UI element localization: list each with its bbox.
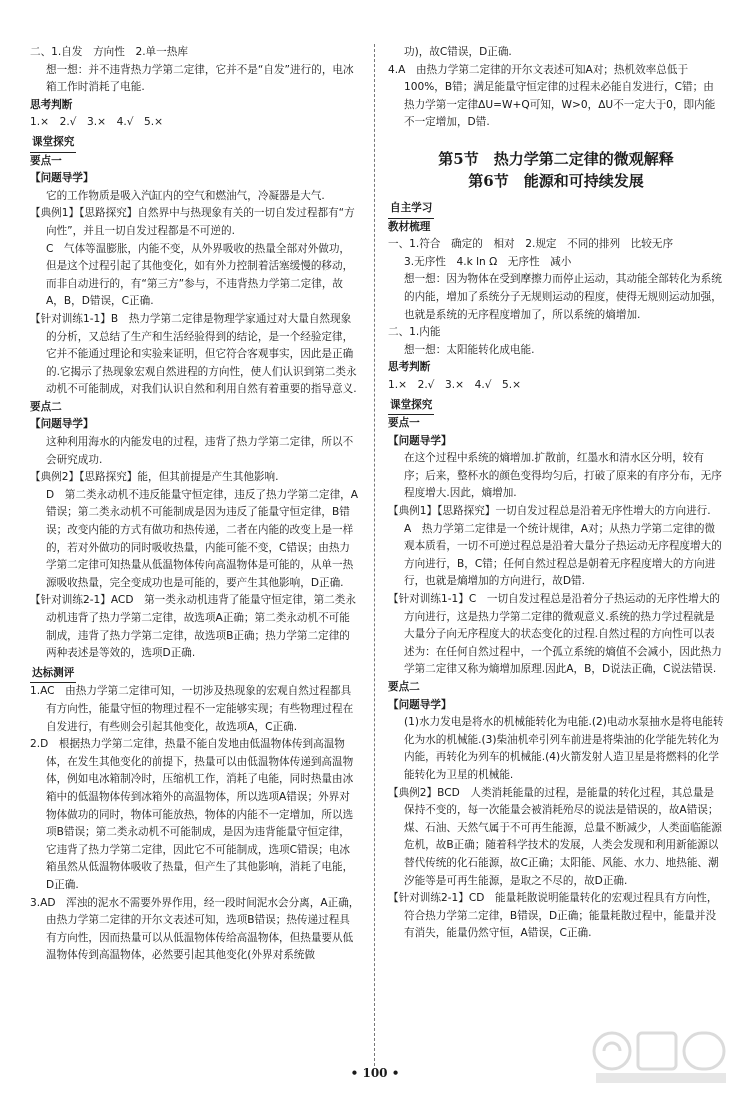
right-paragraph: (1)水力发电是将水的机械能转化为电能.(2)电动水泵抽水是将电能转化为水的机械能.(3)柴油机牵引列车前进是将柴油的化学能先转化为内能，再转化为列车的机械能.(4)火箭发射人造卫星是将燃料的化学能转化为卫星的机械能. xyxy=(404,716,724,781)
left-paragraph: 1.× 2.√ 3.× 4.√ 5.× xyxy=(30,116,164,129)
left-paragraph: 1.AC 由热力学第二定律可知，一切涉及热现象的宏观自然过程都具有方向性，能量守恒的物理过程不一定能够实现；有些物理过程在自发进行，有些则会引起其他变化，故选项A，C正确. xyxy=(30,685,354,733)
right-paragraph: 【典例2】BCD 人类消耗能量的过程，是能量的转化过程，其总量是保持不变的，每一次能量会被消耗殆尽的说法是错误的，故A错误；煤、石油、天然气属于不可再生能源，总量不断减少，人类面临能源危机，故B正确；随着科学技术的发展，人类会发现和利用新能源以替代传统的化石能源，故C正确；太阳能、风能、水力、地热能、潮汐能等是可再生能源，是取之不尽的，故D正确. xyxy=(388,786,722,887)
left-paragraph: 课堂探究 xyxy=(30,134,76,153)
left-paragraph: 【典例2】【思路探究】能，但其前提是产生其他影响. xyxy=(30,471,279,484)
left-paragraph: 【问题导学】 xyxy=(30,172,94,185)
left-paragraph: 【针对训练1-1】B 热力学第二定律是物理学家通过对大量自然现象的分析，又总结了生产和生活经验得到的结论，是一个经验定律，它并不能通过理论和实验来证明，但它符合客观事实，因此是正确的.它揭示了热现象宏观自然进程的方向性，使人们认识到第二类永动机不可能制成，对我们认识自然和利用自然有着重要的指导意义. xyxy=(30,312,357,396)
right-paragraph: 想一想：因为物体在受到摩擦力而停止运动，其动能全部转化为系统的内能，增加了系统分子无规则运动的程度，使得无规则运动加强，也就是系统的无序程度增加了，所以系统的熵增加. xyxy=(404,273,722,321)
left-paragraph: 【典例1】【思路探究】自然界中与热现象有关的一切自发过程都有“方向性”，并且一切自发过程都是不可逆的. xyxy=(30,207,355,237)
section-title-6: 第6节 能源和可持续发展 xyxy=(468,171,644,190)
left-paragraph: 思考判断 xyxy=(30,98,73,111)
left-paragraph: D 第二类永动机不违反能量守恒定律，违反了热力学第二定律，A错误；第二类永动机不可能制成是因为违反了能量守恒定律，B错误；改变内能的方式有做功和热传递，二者在内能的改变上是一样的，若对外做功的同时吸收热量，内能可能不变，C错误；由热力学第二定律可知热量从低温物体传向高温物体是可能的，从单一热源吸收热量，完全变成功也是可能的，要产生其他影响，D正确. xyxy=(46,488,359,589)
left-column xyxy=(30,44,360,965)
right-paragraph: 【针对训练1-1】C 一切自发过程总是沿着分子热运动的无序性增大的方向进行，这是热力学第二定律的微观意义.系统的热力学过程就是大量分子向无序程度大的状态变化的过程.自然过程的方向性可以表述为：在任何自然过程中，一个孤立系统的熵值不会减小，因此热力学第二定律又称为熵增加原理.因此A，B，D说法正确，C说法错误. xyxy=(388,593,722,676)
left-paragraph: 这种利用海水的内能发电的过程，违背了热力学第二定律，所以不会研究成功. xyxy=(46,436,354,466)
right-paragraph: 【问题导学】 xyxy=(388,434,452,447)
right_top-paragraph: 4.A 由热力学第二定律的开尔文表述可知A对；热机效率总低于100%，B错；满足能量守恒定律的过程未必能自发进行，C错；由热力学第一定律ΔU=W+Q可知，W>0，ΔU不一定大于0，即内能不一定增加，D错. xyxy=(388,63,716,129)
right-paragraph: 自主学习 xyxy=(388,200,434,219)
right-paragraph: 想一想：太阳能转化成电能. xyxy=(404,343,535,356)
right-column-top xyxy=(388,44,724,132)
left-paragraph: 【针对训练2-1】ACD 第一类永动机违背了能量守恒定律，第二类永动机违背了热力学第二定律，故选项A正确；第二类永动机不可能制成，违背了热力学第二定律，故选项B正确；热力学第二定律的两种表述是等效的，选项D正确. xyxy=(30,594,356,660)
page-number: • 100 • xyxy=(350,1066,400,1080)
right-paragraph: A 热力学第二定律是一个统计规律，A对；从热力学第二定律的微观本质看，一切不可逆过程总是沿着大量分子热运动无序程度增大的方向进行，B，C错；任何自然过程总是朝着无序程度增大的方向进行，也就是熵增加的方向进行，故D错. xyxy=(404,522,722,588)
left-paragraph: 它的工作物质是吸入汽缸内的空气和燃油气，冷凝器是大气. xyxy=(46,189,325,202)
left-paragraph: 要点二 xyxy=(30,400,62,413)
right-paragraph: 二、1.内能 xyxy=(388,326,441,339)
right-paragraph: 3.无序性 4.k ln Ω 无序性 减小 xyxy=(404,255,572,268)
left-paragraph: C 气体等温膨胀，内能不变，从外界吸收的热量全部对外做功，但是这个过程引起了其他变化，如有外力控制着活塞缓慢的移动，而非自动进行的，有“第三方”参与，不违背热力学第二定律，故A，B，D错误，C正确. xyxy=(46,242,354,308)
left-paragraph: 2.D 根据热力学第二定律，热量不能自发地由低温物体传到高温物体，在发生其他变化的前提下，热量可以由低温物体传递到高温物体，例如电冰箱制冷时，压缩机工作，消耗了电能，同时热量由冰箱中的低温物体传到冰箱外的高温物体，所以选项A错误；外界对物体做功的同时，物体可能放热，物体的内能不一定增加，所以选项B错误；第二类永动机不可能制成，是因为违背能量守恒定律，它违背了热力学第二定律，因此它不可能制成，选项C错误；电冰箱虽然从低温物体吸收了热量，但产生了其他影响，消耗了电能，D正确. xyxy=(30,738,354,891)
right-paragraph: 思考判断 xyxy=(388,361,431,374)
left-paragraph: 3.AD 浑浊的泥水不需要外界作用，经一段时间泥水会分离，A正确，由热力学第二定律的开尔文表述可知，选项B错误；热传递过程具有方向性，因而热量可以从低温物体传给高温物体，但热量要从低温物体传到高温物体，必然要引起其他变化(外界对系统做 xyxy=(30,896,360,962)
right-paragraph: 课堂探究 xyxy=(388,397,434,416)
left-paragraph: 要点一 xyxy=(30,154,62,167)
right-paragraph: 要点二 xyxy=(388,681,420,693)
right_top-paragraph: 功)，故C错误，D正确. xyxy=(404,46,512,58)
right-paragraph: 要点一 xyxy=(388,417,420,430)
column-divider xyxy=(374,44,375,1066)
right-paragraph: 在这个过程中系统的熵增加.扩散前，红墨水和清水区分明，较有序；后来，整杯水的颜色变得均匀后，打破了原来的有序分布，无序程度增大.因此，熵增加. xyxy=(404,452,722,500)
right-paragraph: 【问题导学】 xyxy=(388,698,452,711)
right-paragraph: 【针对训练2-1】CD 能量耗散说明能量转化的宏观过程具有方向性，符合热力学第二定律，B错误，D正确；能量耗散过程中，能量并没有消失，能量仍然守恒，A错误，C正确. xyxy=(388,892,718,940)
section-title-5: 第5节 热力学第二定律的微观解释 xyxy=(438,149,674,168)
right-column-body xyxy=(388,198,724,943)
left-paragraph: 【问题导学】 xyxy=(30,418,94,431)
right-column xyxy=(388,44,724,943)
left-paragraph: 想一想：并不违背热力学第二定律，它并不是“自发”进行的，电冰箱工作时消耗了电能. xyxy=(46,63,354,94)
right-paragraph: 【典例1】【思路探究】一切自发过程总是沿着无序性增大的方向进行. xyxy=(388,505,711,518)
left-paragraph: 二、1.自发 方向性 2.单一热库 xyxy=(30,46,188,58)
left-paragraph: 达标测评 xyxy=(30,665,76,684)
right-paragraph: 1.× 2.√ 3.× 4.√ 5.× xyxy=(388,378,522,391)
right-paragraph: 一、1.符合 确定的 相对 2.规定 不同的排列 比较无序 xyxy=(388,238,674,251)
watermark-logo xyxy=(586,1023,736,1087)
right-paragraph: 教材梳理 xyxy=(388,220,431,233)
